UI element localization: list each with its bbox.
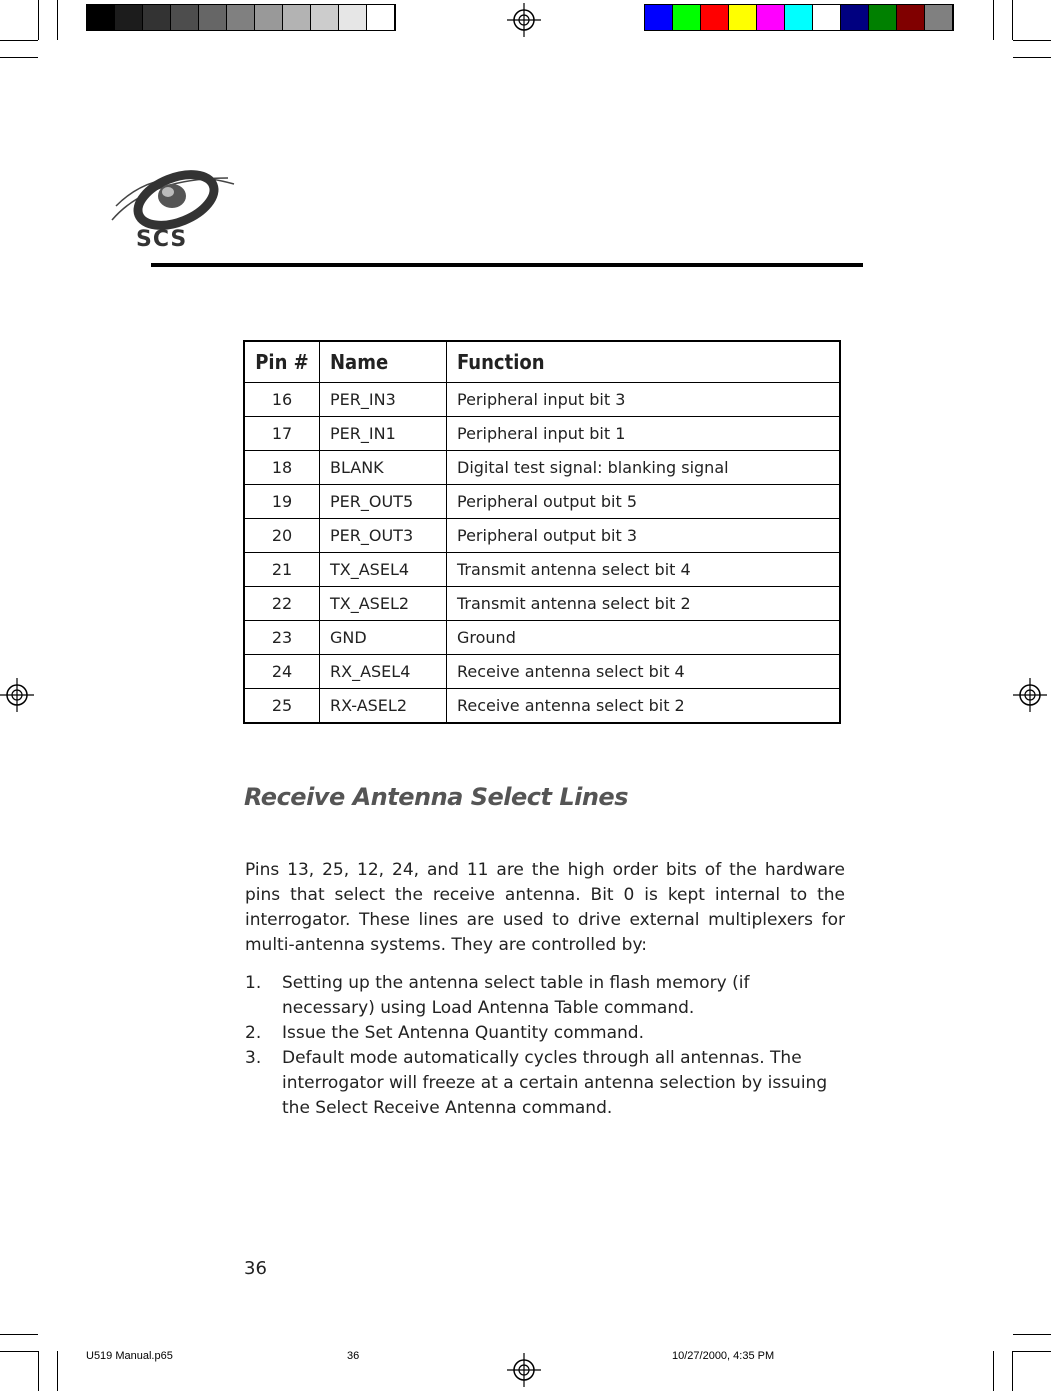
- table-row: [244, 417, 840, 451]
- name-cell: RX-ASEL2: [320, 689, 447, 724]
- name-cell: TX_ASEL2: [320, 587, 447, 621]
- function-cell: Peripheral input bit 1: [447, 417, 841, 451]
- pin-cell: 16: [244, 383, 320, 417]
- function-cell: Ground: [447, 621, 841, 655]
- name-cell: BLANK: [320, 451, 447, 485]
- color-swatch: [171, 5, 199, 30]
- color-swatch: [143, 5, 171, 30]
- table-row: [244, 655, 840, 689]
- steps-list: [245, 971, 845, 1121]
- body-paragraph: Pins 13, 25, 12, 24, and 11 are the high order bits of the hardware pins that select the receive antenna. Bit 0 is kept internal to the interrogator. These lines are used to drive external multiplexers for multi-antenna systems. They are controlled by:: [245, 860, 845, 955]
- slug-page: 36: [347, 1350, 360, 1362]
- function-cell: Receive antenna select bit 4: [447, 655, 841, 689]
- color-swatch: [199, 5, 227, 30]
- list-item: [245, 1046, 845, 1121]
- name-cell: RX_ASEL4: [320, 655, 447, 689]
- color-swatch: [87, 5, 115, 30]
- table-row: [244, 519, 840, 553]
- name-cell: PER_OUT3: [320, 519, 447, 553]
- name-cell: GND: [320, 621, 447, 655]
- slug-timestamp: 10/27/2000, 4:35 PM: [672, 1350, 775, 1362]
- color-swatch: [897, 5, 925, 30]
- scs-logo: [108, 158, 238, 250]
- table-row: [244, 553, 840, 587]
- color-swatch: [841, 5, 869, 30]
- pin-cell: 23: [244, 621, 320, 655]
- color-swatch: [813, 5, 841, 30]
- table-header-row: [244, 341, 840, 383]
- table-row: [244, 621, 840, 655]
- table-row: [244, 587, 840, 621]
- color-swatch: [757, 5, 785, 30]
- pin-cell: 19: [244, 485, 320, 519]
- registration-mark-icon: [1013, 678, 1047, 712]
- name-cell: PER_OUT5: [320, 485, 447, 519]
- registration-mark-icon: [507, 1353, 541, 1387]
- color-swatch: [115, 5, 143, 30]
- column-header-function: Function: [447, 341, 841, 383]
- registration-mark-icon: [507, 3, 541, 37]
- slug-filename: U519 Manual.p65: [86, 1350, 173, 1362]
- registration-mark-icon: [0, 678, 34, 712]
- table-row: [244, 451, 840, 485]
- pin-cell: 25: [244, 689, 320, 724]
- color-swatch: [255, 5, 283, 30]
- function-cell: Transmit antenna select bit 2: [447, 587, 841, 621]
- process-color-bar: [644, 4, 954, 31]
- list-item-number: 1.: [245, 973, 262, 993]
- color-swatch: [339, 5, 367, 30]
- color-swatch: [729, 5, 757, 30]
- table-row: [244, 689, 840, 724]
- list-item-text: Setting up the antenna select table in flash memory (if necessary) using Load Antenna Table command.: [282, 973, 750, 1018]
- function-cell: Peripheral input bit 3: [447, 383, 841, 417]
- pin-cell: 17: [244, 417, 320, 451]
- color-swatch: [673, 5, 701, 30]
- pin-table: [243, 340, 841, 724]
- function-cell: Digital test signal: blanking signal: [447, 451, 841, 485]
- list-item: [245, 971, 845, 1021]
- grayscale-color-bar: [86, 4, 396, 31]
- name-cell: TX_ASEL4: [320, 553, 447, 587]
- list-item: [245, 1021, 845, 1046]
- list-item-number: 3.: [245, 1048, 262, 1068]
- column-header-name: Name: [320, 341, 447, 383]
- list-item-number: 2.: [245, 1023, 262, 1043]
- pin-cell: 24: [244, 655, 320, 689]
- color-swatch: [367, 5, 395, 30]
- color-swatch: [227, 5, 255, 30]
- color-swatch: [869, 5, 897, 30]
- color-swatch: [925, 5, 953, 30]
- pin-cell: 22: [244, 587, 320, 621]
- table-row: [244, 485, 840, 519]
- column-header-pin: Pin #: [244, 341, 320, 383]
- function-cell: Transmit antenna select bit 4: [447, 553, 841, 587]
- name-cell: PER_IN3: [320, 383, 447, 417]
- pin-cell: 21: [244, 553, 320, 587]
- color-swatch: [283, 5, 311, 30]
- name-cell: PER_IN1: [320, 417, 447, 451]
- color-swatch: [645, 5, 673, 30]
- page-number: 36: [244, 1258, 267, 1279]
- function-cell: Receive antenna select bit 2: [447, 689, 841, 724]
- pin-cell: 20: [244, 519, 320, 553]
- color-swatch: [701, 5, 729, 30]
- list-item-text: Default mode automatically cycles through all antennas. The interrogator will freeze at a certain antenna selection by issuing the Select Receive Antenna command.: [282, 1048, 828, 1118]
- function-cell: Peripheral output bit 3: [447, 519, 841, 553]
- table-row: [244, 383, 840, 417]
- list-item-text: Issue the Set Antenna Quantity command.: [282, 1023, 645, 1043]
- section-title: Receive Antenna Select Lines: [244, 783, 628, 811]
- header-rule: [151, 263, 863, 267]
- function-cell: Peripheral output bit 5: [447, 485, 841, 519]
- color-swatch: [785, 5, 813, 30]
- svg-text:SCS: SCS: [136, 227, 188, 250]
- pin-cell: 18: [244, 451, 320, 485]
- color-swatch: [311, 5, 339, 30]
